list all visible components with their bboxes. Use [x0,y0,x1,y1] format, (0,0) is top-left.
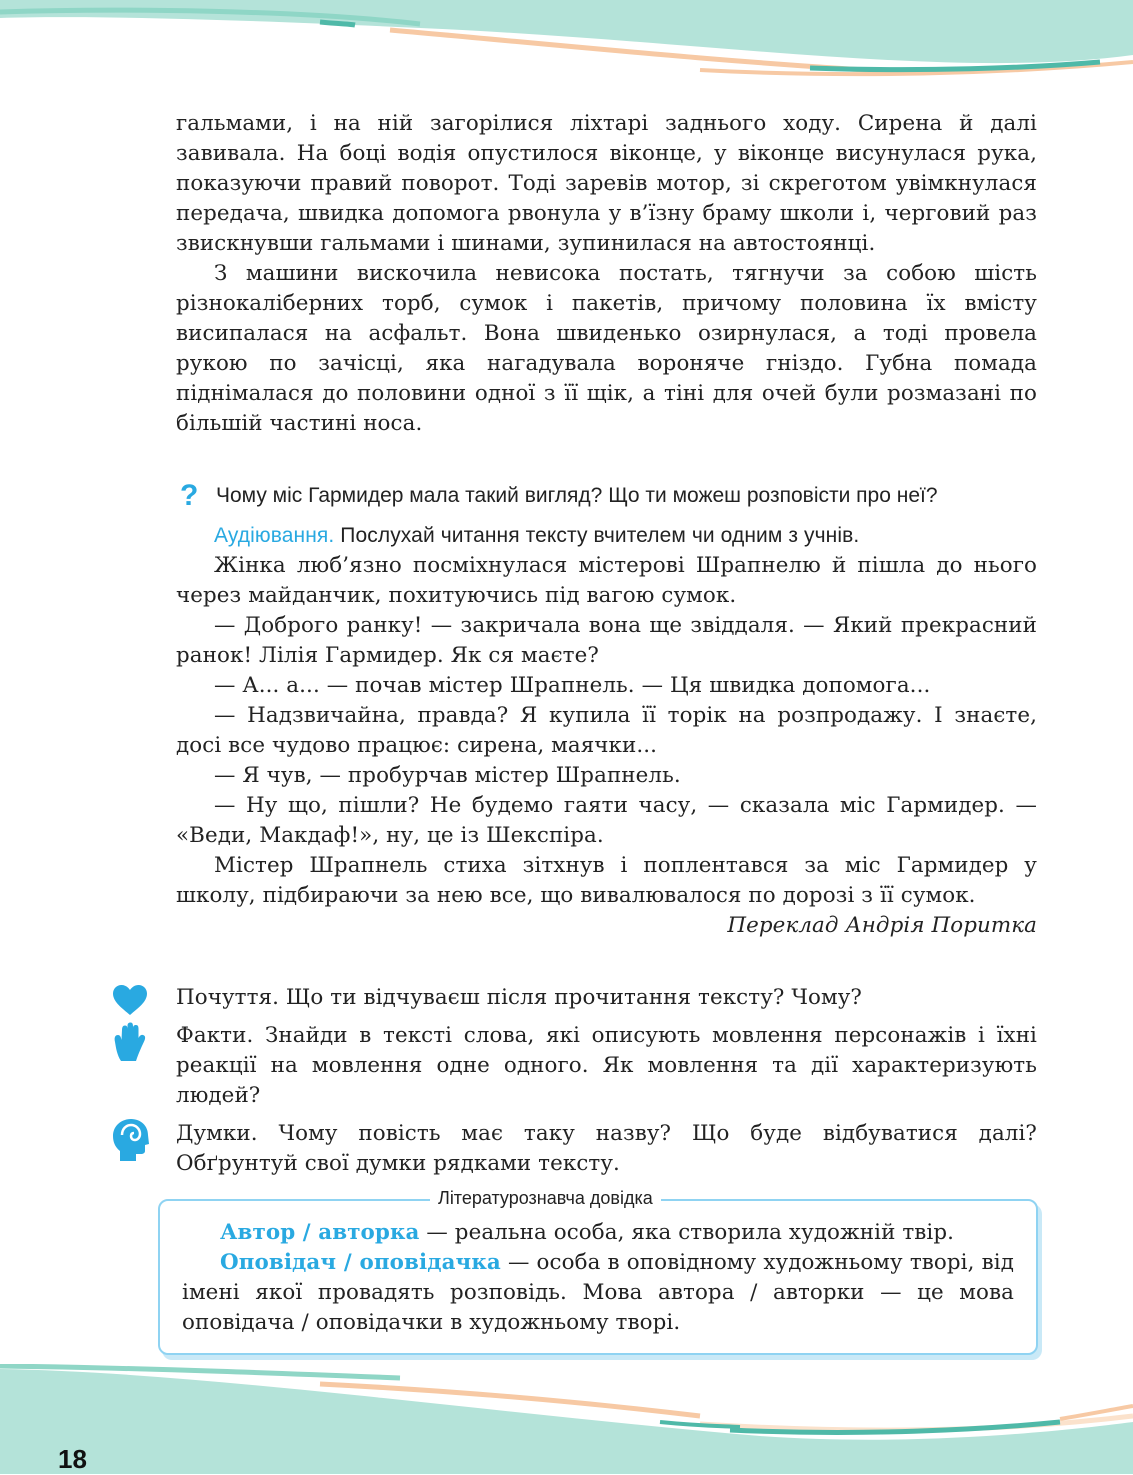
story-paragraph: — А... а... — почав містер Шрапнель. — Ця швидка допомога... [214,673,931,698]
bottom-decoration [0,1364,1133,1474]
audio-label: Аудіювання. [214,524,335,547]
head-icon [112,1118,150,1162]
story-paragraph: — Ну що, пішли? Не будемо гаяти часу, — сказала міс Гармидер. — «Веди, Макдаф!», ну, це із Шекспіра. [176,793,1037,848]
reference-content [182,1218,1014,1338]
heart-icon [112,984,148,1016]
term-author: Автор / авторка [220,1220,420,1245]
story-paragraph: Містер Шрапнель стиха зітхнув і поплентався за міс Гармидер у школу, підбираючи за нею все, що вивалювалося по дорозі з її сумок. [176,853,1037,908]
term-narrator: Оповідач / оповідачка [220,1250,501,1275]
reference-title: Літературознавча довідка [430,1187,661,1209]
audio-instruction [176,521,1037,551]
story-block [176,109,1037,439]
reference-narrator-definition [182,1248,1014,1338]
reference-author-definition [182,1218,1014,1248]
story-paragraph: Жінка люб’язно посміхнулася містерові Шрапнелю й пішла до нього через майданчик, похитуючись під вагою сумок. [176,553,1037,608]
task-thoughts: Думки. Чому повість має таку назву? Що буде відбуватися далі? Обґрунтуй свої думки рядками тексту. [176,1121,1037,1176]
question-text: Чому міс Гармидер мала такий вигляд? Що ти можеш розповісти про неї? [216,484,938,507]
page-number: 18 [58,1444,87,1474]
question-mark-icon: ? [180,479,199,512]
story-paragraph: З машини вискочила невисока постать, тягнучи за собою шість різнокаліберних торб, сумок і пакетів, причому половина їх вмісту висипалася на асфальт. Вона швиденько озирнулася, а тоді провела рукою по зачісці, яка нагадувала вороняче гніздо. Губна помада піднімалася до половини одної з її щік, а тіні для очей були розмазані по більшій частині носа. [176,261,1037,436]
audio-text: Послухай читання тексту вчителем чи одним з учнів. [334,524,860,547]
task-facts: Факти. Знайди в тексті слова, які описують мовлення персонажів і їхні реакції на мовлення одне одного. Як мовлення та дії характеризують людей? [176,1023,1037,1108]
tasks-block [176,983,1037,1179]
story-paragraph: гальмами, і на ній загорілися ліхтарі заднього ходу. Сирена й далі завивала. На боці водія опустилося віконце, у віконце висунулася рука, показуючи правий поворот. Тоді заревів мотор, зі скреготом увімкнулася передача, швидка допомога рвонула у в’їзну браму школи і, черговий раз звискнувши гальмами і шинами, зупинилася на автостоянці. [176,111,1037,256]
definition-author: — реальна особа, яка створила художній твір. [419,1220,955,1245]
story-paragraph: — Я чув, — пробурчав містер Шрапнель. [214,763,681,788]
story-paragraph: — Доброго ранку! — закричала вона ще звіддаля. — Який прекрасний ранок! Лілія Гармидер. Як ся маєте? [176,613,1037,668]
definition-narrator: — особа в оповідному художньому творі, від імені якої провадять розповідь. Мова автора / авторки — це мова оповідача / оповідачки в художньому творі. [182,1250,1014,1335]
task-feelings: Почуття. Що ти відчуваєш після прочитання тексту? Чому? [176,985,862,1010]
top-decoration [0,0,1133,90]
story-paragraph: — Надзвичайна, правда? Я купила її торік на розпродажу. І знаєте, досі все чудово працює: сирена, маячки... [176,703,1037,758]
story-block-2 [176,521,1037,941]
translator-credit: Переклад Андрія Поритка [727,913,1037,938]
hand-icon [112,1022,148,1062]
